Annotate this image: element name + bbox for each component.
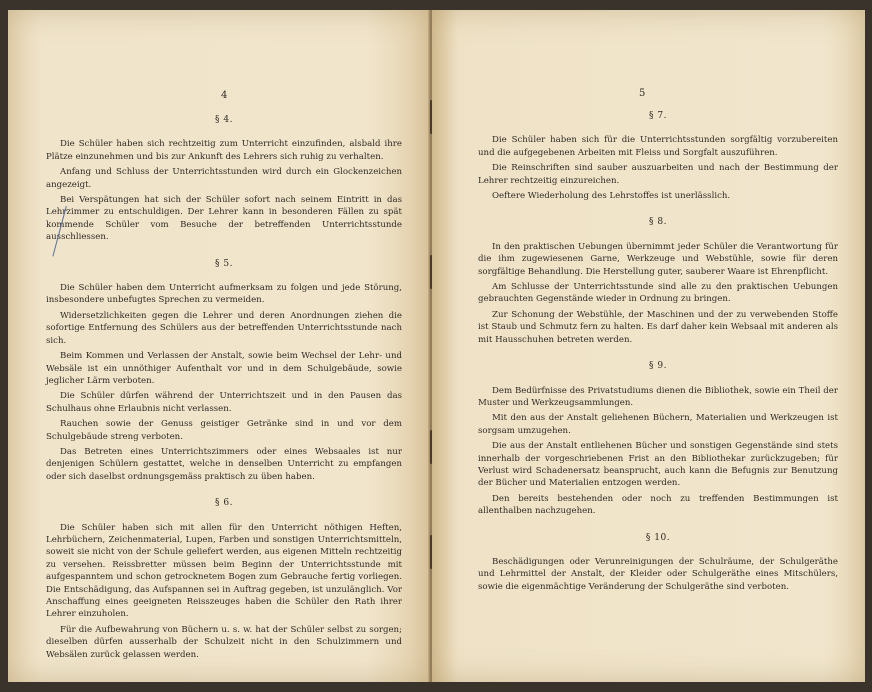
paragraph: Die Schüler dürfen während der Unterrichtszeit und in den Pausen das Schulhaus ohne Erlaubnis nicht verlassen. [46,391,402,414]
paragraph: Für die Aufbewahrung von Büchern u. s. w. hat der Schüler selbst zu sorgen; dieselben dürfen ausserhalb der Schulzeit nicht in den Schulzimmern und Websälen zurück gelassen werden. [46,624,402,660]
paragraph: Widersetzlichkeiten gegen die Lehrer und deren Anordnungen ziehen die sofortige Entfernung des Schülers aus der betreffenden Unterrichtsstunde nach sich. [46,310,402,346]
paragraph: Mit den aus der Anstalt geliehenen Büchern, Materialien und Werkzeugen ist sorgsam umzugehen. [478,413,838,436]
paragraph: Am Schlusse der Unterrichtsstunde sind alle zu den praktischen Uebungen gebrauchten Gegenstände wieder in Ordnung zu bringen. [478,282,838,305]
paragraph: Rauchen sowie der Genuss geistiger Getränke sind in und vor dem Schulgebäude streng verboten. [46,419,402,442]
paragraph: Den bereits bestehenden oder noch zu treffenden Bestimmungen ist allenthalben nachzugehen. [478,493,838,517]
paragraph: Beschädigungen oder Verunreinigungen der Schulräume, der Schulgeräthe und Lehrmittel der Anstalt, der Kleider oder Schulgeräthe eines Mitschülers, sowie die eigenmächtige Veränderung der Schulgeräthe sind verboten. [478,556,838,592]
paragraph: Dem Bedürfnisse des Privatstudiums dienen die Bibliothek, sowie ein Theil der Muster und Werkzeugsammlungen. [478,385,838,408]
section-title: § 6. [215,498,233,509]
paragraph: Das Betreten eines Unterrichtszimmers oder eines Websaales ist nur denjenigen Schülern gestattet, welche in denselben Unterricht zu empfangen oder sich daselbst ordnungsgemäss praktisch zu üben haben. [46,446,402,482]
page-number-right: 5 [639,88,646,99]
left-page [8,10,430,682]
paragraph: Die Schüler haben sich für die Unterrichtsstunden sorgfältig vorzubereiten und die aufgegebenen Arbeiten mit Fleiss und Sorgfalt auszuführen. [478,135,838,158]
section-title: § 7. [649,111,667,121]
paragraph: Bei Verspätungen hat sich der Schüler sofort nach seinem Eintritt in das Lehrzimmer zu entschuldigen. Der Lehrer kann in besonderen Fällen zu spät kommende Schüler vom Besuche der betreffenden Unterrichtsstunde ausschliessen. [46,195,402,243]
left-page-body [46,114,402,664]
section-title: § 5. [215,258,233,269]
paragraph: Die Schüler haben dem Unterricht aufmerksam zu folgen und jede Störung, insbesondere unbefugtes Sprechen zu vermeiden. [46,283,402,306]
section-title: § 4. [215,115,233,125]
paragraph: Die Schüler haben sich mit allen für den Unterricht nöthigen Heften, Lehrbüchern, Zeichenmaterial, Lupen, Farben und sonstigen Unterrichtsmitteln, soweit sie nicht von der Schule geliefert werden, aus eigenen Mitteln rechtzeitig zu versehen. Reissbretter müssen beim Beginn der Unterrichtsstunde mit aufgespanntem und schon getrocknetem Bogen zum Gebrauche fertig vorliegen. Die Entschädigung, das Aufspannen sei in Auftrag gegeben, ist unzulänglich. Vor Anschaffung eines geeigneten Reisszeuges haben die Schüler den Rath ihrer Lehrer einzuholen. [46,522,402,620]
paragraph: Beim Kommen und Verlassen der Anstalt, sowie beim Wechsel der Lehr- und Websäle ist ein unnöthiger Aufenthalt vor und in dem Schulgebäude, sowie jeglicher Lärm verboten. [46,351,402,386]
right-page-body [478,110,838,596]
paragraph: Die aus der Anstalt entliehenen Bücher und sonstigen Gegenstände sind stets innerhalb der vorgeschriebenen Frist an den Bibliothekar zurückzugeben; für Verlust wird Schadenersatz beansprucht, auch kann die Befugnis zur Benutzung der Bücher und Materialien entzogen werden. [478,441,838,489]
section-title: § 10. [645,532,671,543]
page-number-left: 4 [221,90,228,101]
section-title: § 8. [649,217,667,228]
paragraph: Die Schüler haben sich rechtzeitig zum Unterricht einzufinden, alsbald ihre Plätze einzunehmen und bis zur Ankunft des Lehrers sich ruhig zu verhalten. [46,139,402,162]
right-page [432,10,865,682]
paragraph: Zur Schonung der Webstühle, der Maschinen und der zu verwebenden Stoffe ist Staub und Schmutz fern zu halten. Es darf daher kein Websaal mit anderen als mit Hausschuhen betreten werden. [478,309,838,345]
paragraph: Die Reinschriften sind sauber auszuarbeiten und nach der Bestimmung der Lehrer rechtzeitig einzureichen. [478,163,838,186]
paragraph: Oeftere Wiederholung des Lehrstoffes ist unerlässlich. [492,191,731,202]
paragraph: In den praktischen Uebungen übernimmt jeder Schüler die Verantwortung für die ihm zugewiesenen Garne, Werkzeuge und Webstühle, sowie für deren sorgfältige Behandlung. Die Herstellung guter, sauberer Waare ist Ehrenpflicht. [478,241,838,277]
paragraph: Anfang und Schluss der Unterrichtsstunden wird durch ein Glockenzeichen angezeigt. [46,167,402,190]
section-title: § 9. [649,361,667,372]
